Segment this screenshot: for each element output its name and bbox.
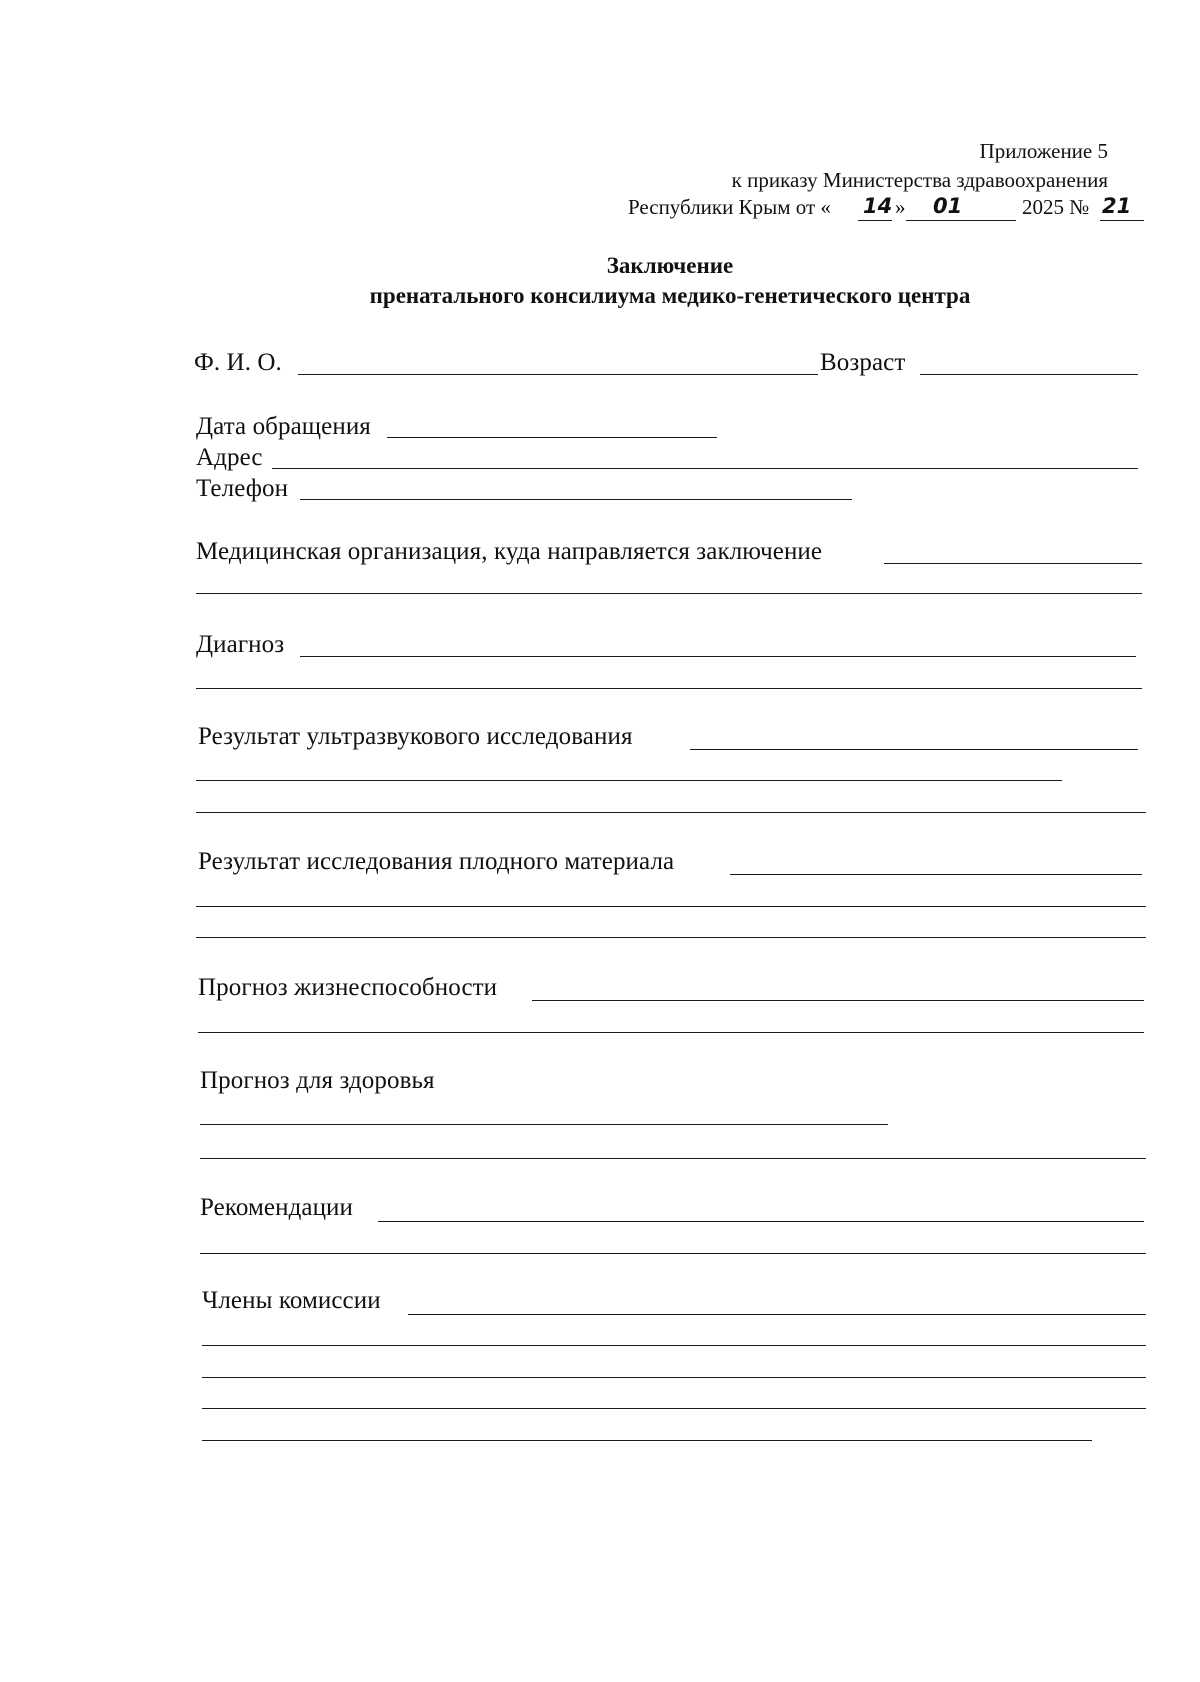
organization-field-line-2[interactable] — [196, 593, 1142, 594]
diagnosis-field[interactable] — [300, 656, 1136, 657]
order-day-underline — [858, 220, 892, 221]
commission-field-line-4[interactable] — [202, 1408, 1146, 1409]
appendix-label: Приложение 5 — [979, 139, 1108, 163]
order-month-handwritten: 01 — [933, 194, 963, 218]
age-field[interactable] — [920, 374, 1138, 375]
commission-field-line-3[interactable] — [202, 1377, 1146, 1378]
viability-field[interactable] — [532, 1000, 1144, 1001]
ultrasound-label: Результат ультразвукового исследования — [198, 723, 633, 750]
order-day-close-quote: » — [895, 195, 906, 219]
recommendations-field[interactable] — [378, 1221, 1144, 1222]
age-label: Возраст — [820, 349, 906, 376]
commission-field-line-5[interactable] — [202, 1440, 1092, 1441]
health-prognosis-field-line-2[interactable] — [200, 1158, 1146, 1159]
order-number-handwritten: 21 — [1102, 194, 1132, 218]
order-number-underline — [1100, 220, 1144, 221]
ultrasound-field[interactable] — [690, 749, 1138, 750]
health-prognosis-label: Прогноз для здоровья — [200, 1067, 435, 1094]
recommendations-field-line-2[interactable] — [200, 1253, 1146, 1254]
viability-field-line-2[interactable] — [198, 1032, 1144, 1033]
fetal-material-label: Результат исследования плодного материала — [198, 848, 675, 875]
ultrasound-field-line-3[interactable] — [196, 812, 1146, 813]
order-month-underline — [906, 220, 1016, 221]
health-prognosis-field[interactable] — [200, 1124, 888, 1125]
diagnosis-field-line-2[interactable] — [196, 688, 1142, 689]
recommendations-label: Рекомендации — [200, 1194, 354, 1221]
address-field[interactable] — [272, 468, 1138, 469]
fio-label: Ф. И. О. — [194, 349, 282, 376]
order-date-line — [628, 194, 1148, 226]
phone-field[interactable] — [300, 499, 852, 500]
order-day-handwritten: 14 — [863, 194, 893, 218]
viability-label: Прогноз жизнеспособности — [198, 974, 498, 1001]
commission-label: Члены комиссии — [202, 1287, 381, 1314]
date-field[interactable] — [387, 437, 717, 438]
fetal-material-field-line-2[interactable] — [196, 906, 1146, 907]
commission-field[interactable] — [408, 1314, 1146, 1315]
order-date-prefix: Республики Крым от « — [628, 195, 831, 219]
order-reference: к приказу Министерства здравоохранения — [731, 168, 1108, 192]
document-subtitle: пренатального консилиума медико-генетического центра — [369, 283, 971, 308]
order-year: 2025 № — [1022, 195, 1090, 219]
fetal-material-field[interactable] — [730, 874, 1142, 875]
diagnosis-label: Диагноз — [196, 631, 285, 658]
document-title: Заключение — [606, 253, 734, 278]
phone-label: Телефон — [196, 475, 289, 502]
fetal-material-field-line-3[interactable] — [196, 937, 1146, 938]
fio-field[interactable] — [298, 374, 818, 375]
organization-field[interactable] — [884, 563, 1142, 564]
address-label: Адрес — [196, 444, 263, 471]
ultrasound-field-line-2[interactable] — [196, 780, 1062, 781]
date-label: Дата обращения — [196, 413, 371, 440]
organization-label: Медицинская организация, куда направляется заключение — [196, 538, 823, 565]
commission-field-line-2[interactable] — [202, 1345, 1146, 1346]
